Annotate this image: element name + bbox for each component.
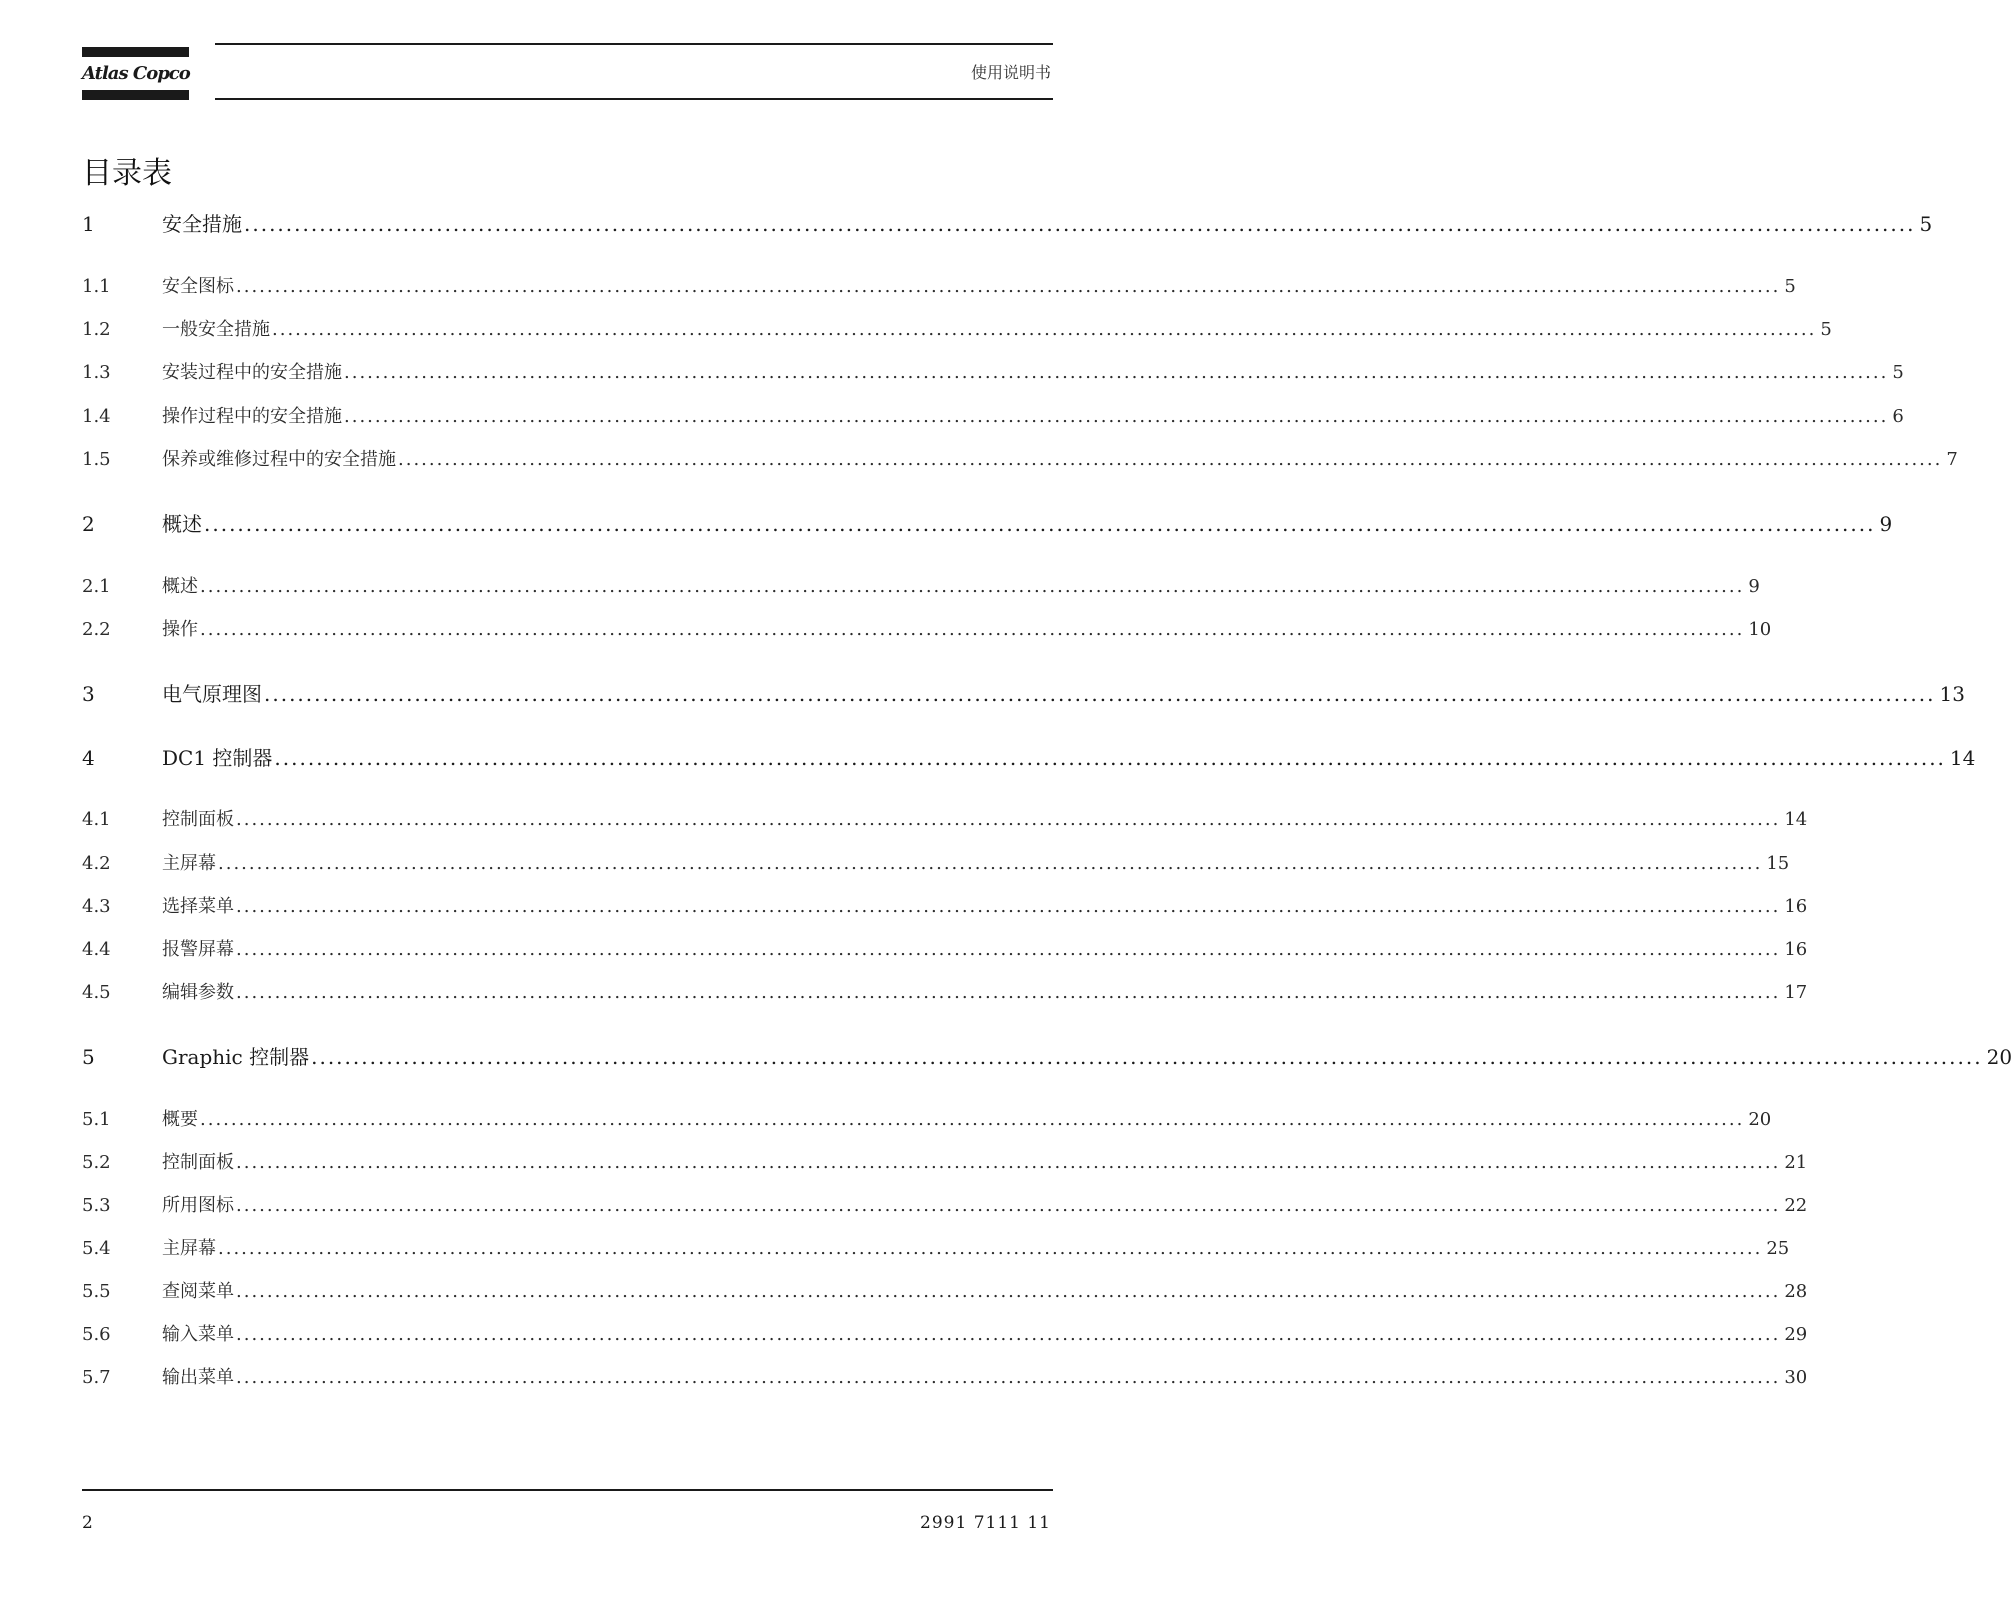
toc-entry-number: 5.2 (82, 1152, 111, 1173)
toc-entry[interactable] (82, 315, 1832, 341)
toc-entry-page: 14 (1784, 809, 1808, 830)
logo-wordmark: Atlas Copco (82, 63, 190, 84)
toc-entry-title: 主屏幕 (162, 853, 216, 874)
toc-leader-dots: ........................................................................................................................................................................................................ (200, 576, 1745, 597)
toc-entry-page: 5 (1820, 319, 1832, 340)
toc-entry-title: 主屏幕 (162, 1238, 216, 1259)
toc-entry-number: 4.1 (82, 809, 111, 830)
toc-entry-number: 5.1 (82, 1109, 111, 1130)
toc-entry[interactable] (82, 892, 1808, 918)
toc-entry-number: 5.6 (82, 1324, 111, 1345)
toc-entry-title: 概要 (162, 1109, 198, 1130)
toc-leader-dots: ........................................................................................................................................................................................................ (236, 276, 1781, 297)
toc-entry-number: 2.1 (82, 576, 111, 597)
toc-leader-dots: ........................................................................................................................................................................................................ (200, 619, 1745, 640)
toc-leader-dots: ........................................................................................................................................................................................................ (244, 212, 1916, 236)
toc-entry[interactable] (82, 445, 1958, 471)
toc-entry[interactable] (82, 1105, 1772, 1131)
toc-entry-number: 4 (82, 746, 95, 770)
toc-entry[interactable] (82, 358, 1904, 384)
toc-entry-title: 操作 (162, 619, 198, 640)
toc-leader-dots: ........................................................................................................................................................................................................ (236, 1195, 1781, 1216)
toc-entry[interactable] (82, 1191, 1808, 1217)
toc-entry-page: 16 (1784, 939, 1808, 960)
toc-entry-page: 17 (1784, 982, 1808, 1003)
toc-entry-title: 所用图标 (162, 1195, 234, 1216)
toc-entry-page: 20 (1986, 1045, 2012, 1069)
toc-leader-dots: ........................................................................................................................................................................................................ (272, 319, 1817, 340)
toc-entry-page: 7 (1946, 449, 1958, 470)
toc-entry-number: 3 (82, 682, 95, 706)
toc-entry-title: 控制面板 (162, 1152, 234, 1173)
toc-entry-page: 30 (1784, 1367, 1808, 1388)
toc-entry[interactable] (82, 1041, 2012, 1070)
toc-entry-title: 选择菜单 (162, 896, 234, 917)
toc-entry-number: 4.5 (82, 982, 111, 1003)
toc-leader-dots: ........................................................................................................................................................................................................ (218, 1238, 1763, 1259)
toc-entry-title: 概述 (162, 576, 198, 597)
toc-entry-page: 14 (1949, 746, 1976, 770)
toc-entry-number: 1.4 (82, 406, 111, 427)
toc-entry-title: 保养或维修过程中的安全措施 (162, 449, 396, 470)
toc-entry-title: 输入菜单 (162, 1324, 234, 1345)
toc-entry-number: 1.5 (82, 449, 111, 470)
toc-entry-number: 5.3 (82, 1195, 111, 1216)
toc-entry-number: 5 (82, 1045, 95, 1069)
toc-entry[interactable] (82, 615, 1772, 641)
toc-leader-dots: ........................................................................................................................................................................................................ (398, 449, 1943, 470)
toc-entry-number: 4.2 (82, 853, 111, 874)
toc-leader-dots: ........................................................................................................................................................................................................ (200, 1109, 1745, 1130)
toc-entry-title: 控制面板 (162, 809, 234, 830)
toc-entry[interactable] (82, 805, 1808, 831)
toc-leader-dots: ........................................................................................................................................................................................................ (236, 809, 1781, 830)
document-number: 2991 7111 11 (920, 1513, 1051, 1533)
toc-entry-title: 编辑参数 (162, 982, 234, 1003)
toc-leader-dots: ........................................................................................................................................................................................................ (236, 1281, 1781, 1302)
toc-entry[interactable] (82, 1277, 1808, 1303)
toc-entry-page: 16 (1784, 896, 1808, 917)
toc-entry-number: 1 (82, 212, 95, 236)
toc-leader-dots: ........................................................................................................................................................................................................ (218, 853, 1763, 874)
toc-entry-number: 1.1 (82, 276, 111, 297)
toc-entry-page: 20 (1748, 1109, 1772, 1130)
toc-leader-dots: ........................................................................................................................................................................................................ (236, 1367, 1781, 1388)
toc-entry[interactable] (82, 1320, 1808, 1346)
toc-entry[interactable] (82, 208, 1933, 237)
toc-entry-number: 1.2 (82, 319, 111, 340)
document-type-label: 使用说明书 (970, 63, 1051, 82)
logo-bar-bottom (82, 90, 189, 100)
toc-entry-number: 4.3 (82, 896, 111, 917)
toc-entry[interactable] (82, 935, 1808, 961)
toc-entry-page: 22 (1784, 1195, 1808, 1216)
atlas-copco-logo (82, 47, 189, 100)
toc-leader-dots: ........................................................................................................................................................................................................ (236, 982, 1781, 1003)
toc-entry-number: 5.4 (82, 1238, 111, 1259)
toc-leader-dots: ........................................................................................................................................................................................................ (274, 746, 1946, 770)
toc-entry[interactable] (82, 742, 1976, 771)
logo-bar-top (82, 47, 189, 57)
toc-entry-page: 10 (1748, 619, 1772, 640)
toc-entry-page: 25 (1766, 1238, 1790, 1259)
footer-rule (82, 1489, 1053, 1491)
toc-entry-page: 9 (1748, 576, 1760, 597)
toc-entry-title: 一般安全措施 (162, 319, 270, 340)
toc-entry-page: 5 (1784, 276, 1796, 297)
toc-entry[interactable] (82, 849, 1790, 875)
toc-entry-page: 5 (1892, 362, 1904, 383)
toc-entry-title: 安全图标 (162, 276, 234, 297)
toc-entry[interactable] (82, 678, 1965, 707)
toc-entry-title: 操作过程中的安全措施 (162, 406, 342, 427)
toc-entry[interactable] (82, 402, 1904, 428)
page-number: 2 (82, 1513, 93, 1533)
header-rule-bottom (215, 98, 1053, 100)
toc-entry[interactable] (82, 272, 1796, 298)
toc-entry-number: 4.4 (82, 939, 111, 960)
toc-entry-page: 15 (1766, 853, 1790, 874)
toc-entry-page: 5 (1919, 212, 1933, 236)
toc-entry-title: 报警屏幕 (162, 939, 234, 960)
toc-leader-dots: ........................................................................................................................................................................................................ (311, 1045, 1983, 1069)
toc-entry-number: 5.5 (82, 1281, 111, 1302)
toc-entry-title: 电气原理图 (162, 682, 262, 706)
toc-entry-title: 安全措施 (162, 212, 242, 236)
toc-entry[interactable] (82, 1363, 1808, 1389)
toc-entry-title: Graphic 控制器 (162, 1045, 310, 1069)
toc-entry-title: DC1 控制器 (162, 746, 273, 770)
toc-entry[interactable] (82, 1148, 1808, 1174)
toc-leader-dots: ........................................................................................................................................................................................................ (236, 1152, 1781, 1173)
toc-leader-dots: ........................................................................................................................................................................................................ (264, 682, 1936, 706)
toc-entry[interactable] (82, 572, 1760, 598)
toc-leader-dots: ........................................................................................................................................................................................................ (344, 406, 1889, 427)
toc-entry-page: 13 (1939, 682, 1965, 706)
toc-entry[interactable] (82, 978, 1808, 1004)
toc-entry-number: 1.3 (82, 362, 111, 383)
toc-entry-page: 28 (1784, 1281, 1808, 1302)
toc-entry-title: 安装过程中的安全措施 (162, 362, 342, 383)
toc-entry-title: 概述 (162, 512, 202, 536)
header-rule-top (215, 43, 1053, 45)
toc-leader-dots: ........................................................................................................................................................................................................ (344, 362, 1889, 383)
toc-entry-page: 9 (1879, 512, 1893, 536)
toc-entry[interactable] (82, 1234, 1790, 1260)
toc-leader-dots: ........................................................................................................................................................................................................ (236, 896, 1781, 917)
toc-entry-page: 21 (1784, 1152, 1808, 1173)
toc-leader-dots: ........................................................................................................................................................................................................ (236, 1324, 1781, 1345)
toc-entry-page: 6 (1892, 406, 1904, 427)
toc-entry-number: 2 (82, 512, 95, 536)
toc-entry-number: 2.2 (82, 619, 111, 640)
toc-leader-dots: ........................................................................................................................................................................................................ (236, 939, 1781, 960)
toc-entry-page: 29 (1784, 1324, 1808, 1345)
toc-leader-dots: ........................................................................................................................................................................................................ (204, 512, 1876, 536)
toc-entry-title: 输出菜单 (162, 1367, 234, 1388)
toc-entry-title: 查阅菜单 (162, 1281, 234, 1302)
page-title: 目录表 (82, 156, 172, 191)
toc-entry[interactable] (82, 508, 1893, 537)
toc-entry-number: 5.7 (82, 1367, 111, 1388)
